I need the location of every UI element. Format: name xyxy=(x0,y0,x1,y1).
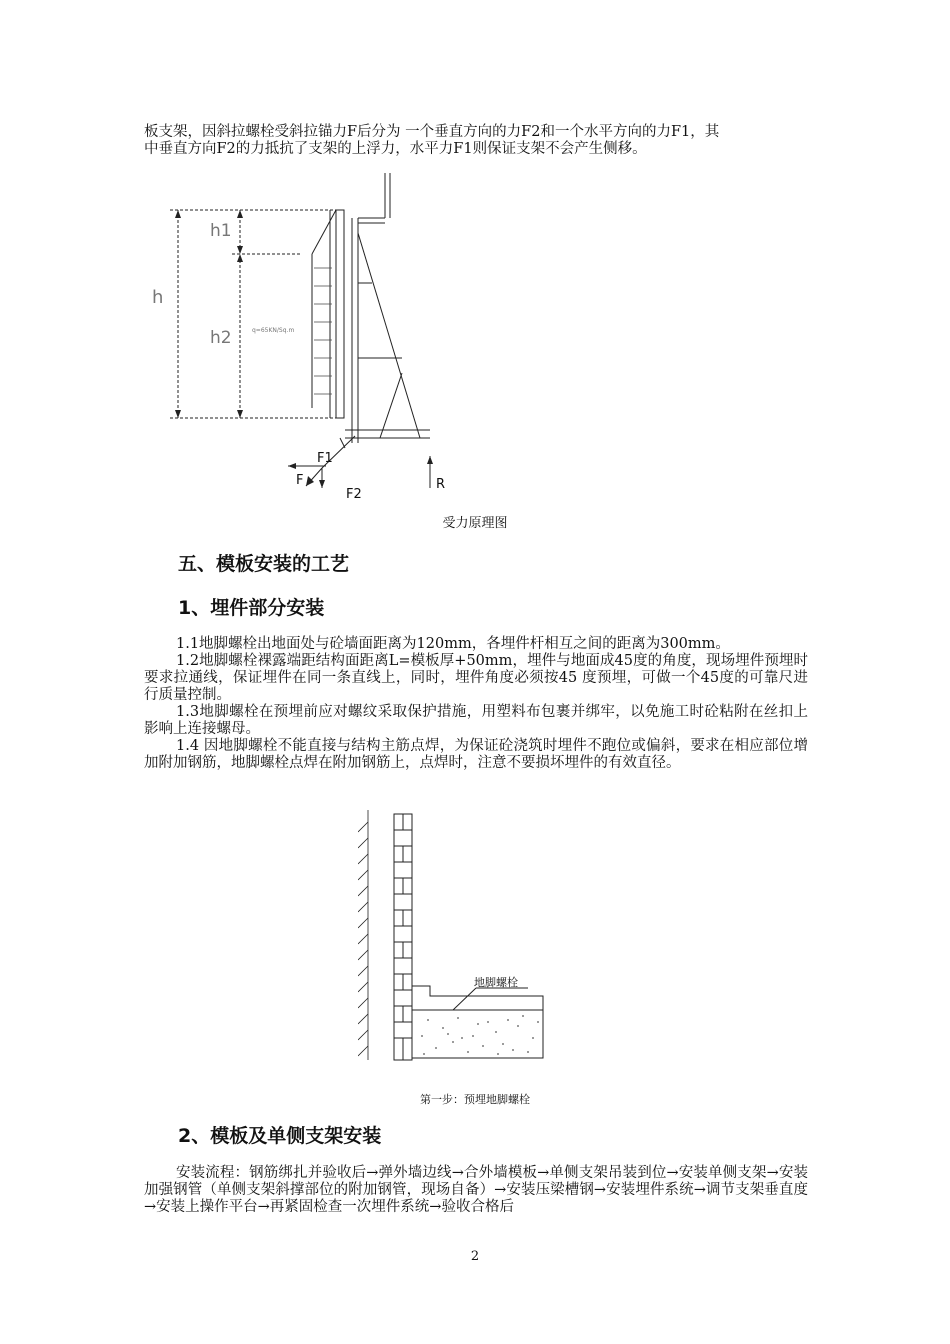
label-R: R xyxy=(436,477,446,492)
sub2-body: 安装流程：钢筋绑扎并验收后→弹外墙边线→合外墙模板→单侧支架吊装到位→安装单侧支架→安装加强钢管（单侧支架斜撑部位的附加钢管，现场自备）→安装压梁槽钢→安装埋件系统→调节支架垂直度→安装上操作平台→再紧固检查一次埋件系统→验收合格后 xyxy=(144,1165,808,1215)
anchor-bolt-label: 地脚螺栓 xyxy=(474,976,518,989)
item-1-4: 1.4 因地脚螺栓不能直接与结构主筋点焊，为保证砼浇筑时埋件不跑位或偏斜，要求在相应部位增加附加钢筋，地脚螺栓点焊在附加钢筋上，点焊时，注意不要损坏埋件的有效直径。 xyxy=(144,738,808,771)
intro-line-2: 中垂直方向F2的力抵抗了支架的上浮力，水平力F1则保证支架不会产生侧移。 xyxy=(144,141,647,157)
anchor-bolt-diagram xyxy=(358,810,558,1070)
item-1-3: 1.3地脚螺栓在预埋前应对螺纹采取保护措施，用塑料布包裹并绑牢，以免施工时砼粘附在丝扣上影响上连接螺母。 xyxy=(144,704,808,737)
intro-paragraph xyxy=(144,124,808,158)
label-F2: F2 xyxy=(346,487,362,502)
item-1-1: 1.1地脚螺栓出地面处与砼墙面距离为120mm，各埋件杆相互之间的距离为300mm。 xyxy=(176,636,730,652)
sub1-title: 1、埋件部分安装 xyxy=(178,597,325,619)
label-F: F xyxy=(296,473,304,488)
sub2-title: 2、模板及单侧支架安装 xyxy=(178,1125,382,1147)
label-h1: h1 xyxy=(210,221,232,241)
label-F1: F1 xyxy=(317,451,333,466)
force-diagram xyxy=(140,168,480,508)
intro-line-1: 板支架，因斜拉螺栓受斜拉锚力F后分为 一个垂直方向的力F2和一个水平方向的力F1，其 xyxy=(144,124,720,140)
figure2-caption: 第一步：预埋地脚螺栓 xyxy=(420,1093,530,1106)
section5-title: 五、模板安装的工艺 xyxy=(178,553,350,575)
page-number: 2 xyxy=(470,1249,480,1264)
label-load: q=65KN/Sq.m xyxy=(252,327,295,334)
figure1-caption: 受力原理图 xyxy=(442,516,508,531)
item-1-2: 1.2地脚螺栓裸露端距结构面距离L=模板厚+50mm，埋件与地面成45度的角度，现场埋件预埋时要求拉通线，保证埋件在同一条直线上，同时，埋件角度必须按45 度预埋，可做一个45度的可靠尺进行质量控制。 xyxy=(144,653,808,703)
label-h2: h2 xyxy=(210,328,232,348)
label-h: h xyxy=(152,287,164,308)
